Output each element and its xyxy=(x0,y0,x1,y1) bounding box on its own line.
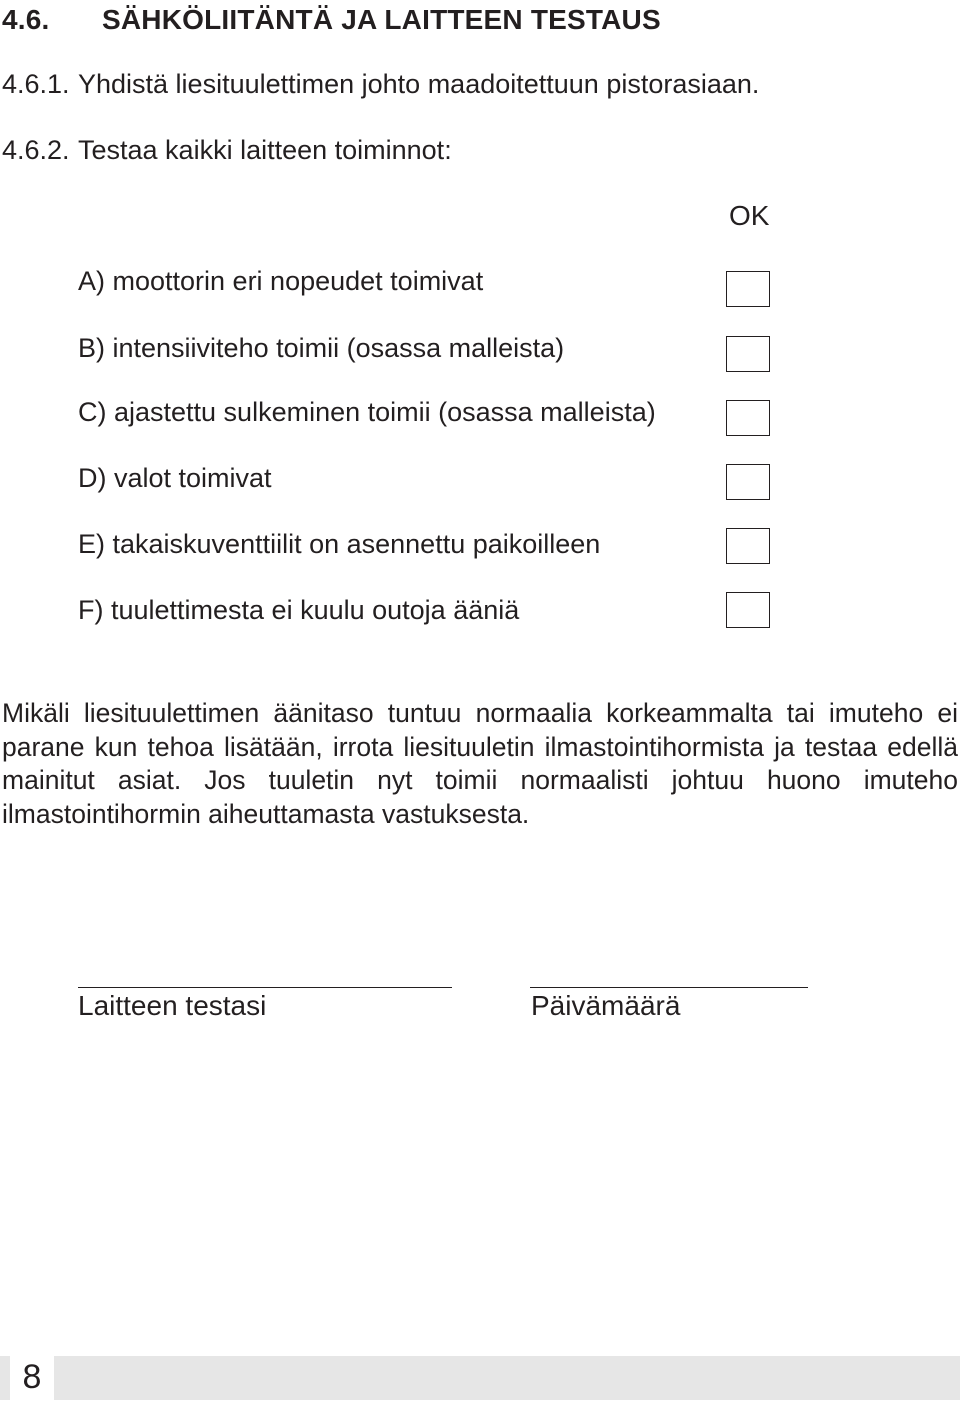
tester-label: Laitteen testasi xyxy=(78,990,267,1021)
step-number: 4.6.2. xyxy=(2,135,70,165)
step-4-6-2 xyxy=(2,135,452,166)
checkbox-d[interactable] xyxy=(726,464,770,500)
section-title: SÄHKÖLIITÄNTÄ JA LAITTEEN TESTAUS xyxy=(102,4,661,35)
checkbox-a[interactable] xyxy=(726,271,770,307)
noise-troubleshooting-note: Mikäli liesituulettimen äänitaso tuntuu normaalia korkeammalta tai imuteho ei parane kun tehoa lisätään, irrota liesituuletin ilmastointihormista ja testaa edellä mainitut asiat. Jos tuuletin nyt toimii normaalisti johtuu huono imuteho ilmastointihormin aiheuttamasta vastuksesta. xyxy=(2,698,958,829)
step-4-6-1 xyxy=(2,69,759,100)
checkbox-c[interactable] xyxy=(726,400,770,436)
checklist-item-label: E) takaiskuventtiilit on asennettu paikoilleen xyxy=(78,529,601,559)
checkbox-b[interactable] xyxy=(726,336,770,372)
section-heading xyxy=(2,4,661,36)
checklist-item-label: A) moottorin eri nopeudet toimivat xyxy=(78,266,484,296)
step-text: Yhdistä liesituulettimen johto maadoitettuun pistorasiaan. xyxy=(78,69,760,99)
date-signature-line[interactable] xyxy=(530,987,808,988)
step-text: Testaa kaikki laitteen toiminnot: xyxy=(78,135,452,165)
date-label: Päivämäärä xyxy=(531,990,681,1021)
checklist-item-label: F) tuulettimesta ei kuulu outoja ääniä xyxy=(78,595,520,625)
checkbox-e[interactable] xyxy=(726,528,770,564)
checkbox-f[interactable] xyxy=(726,592,770,628)
tester-signature-line[interactable] xyxy=(78,987,452,988)
checklist-item-label: C) ajastettu sulkeminen toimii (osassa malleista) xyxy=(78,397,656,427)
ok-column-header: OK xyxy=(729,200,770,231)
checklist-item-label: D) valot toimivat xyxy=(78,463,272,493)
section-number: 4.6. xyxy=(2,4,50,35)
step-number: 4.6.1. xyxy=(2,69,70,99)
page-number: 8 xyxy=(10,1353,54,1400)
checklist-item-label: B) intensiiviteho toimii (osassa malleista) xyxy=(78,333,565,363)
footer-bar xyxy=(0,1356,960,1400)
